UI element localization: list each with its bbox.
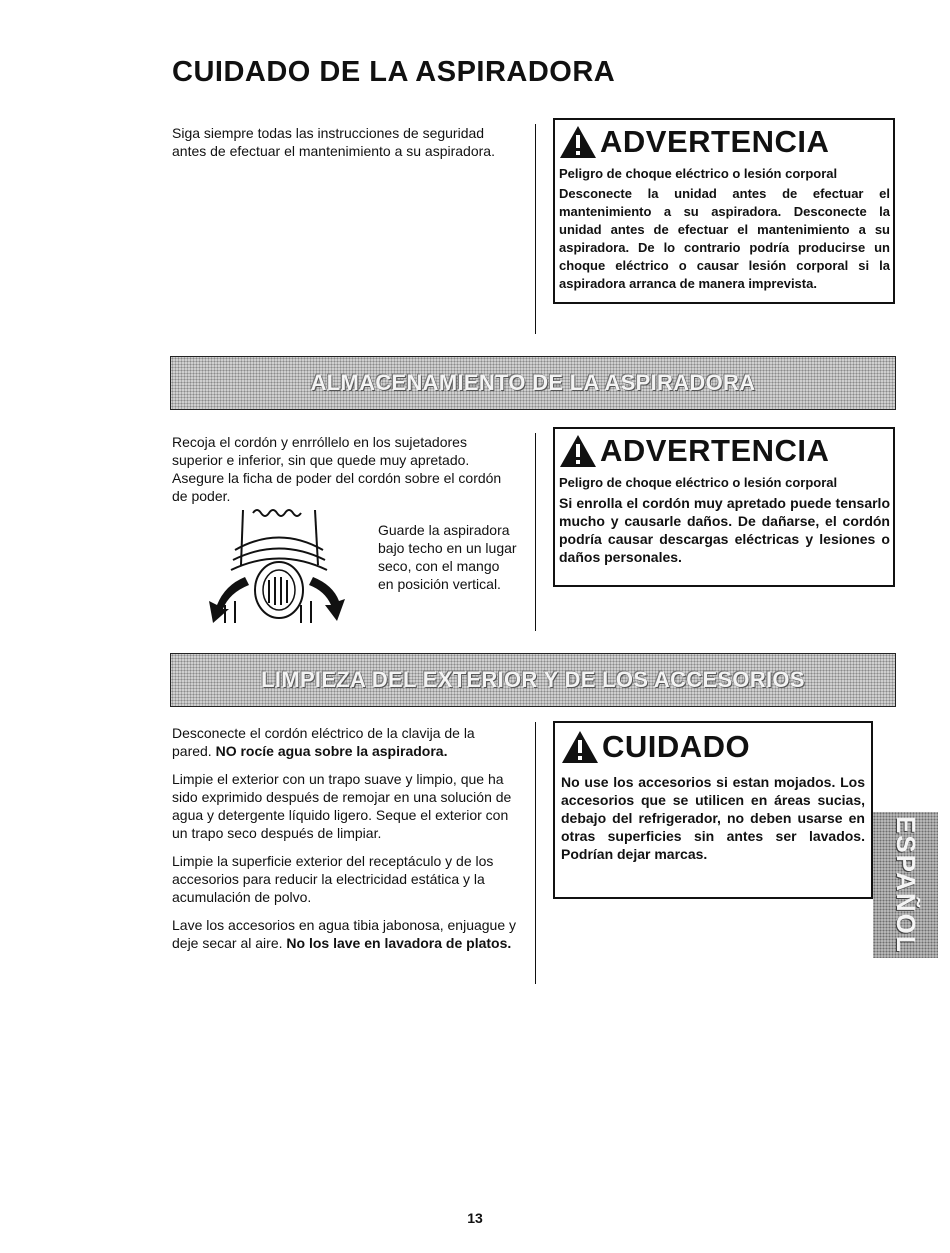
column-divider: [535, 433, 536, 631]
warning-subheading: Peligro de choque eléctrico o lesión corporal: [559, 166, 838, 181]
caution-heading: [561, 729, 865, 765]
warning-heading: [559, 433, 890, 469]
cleaning-paragraph-2: Limpie el exterior con un trapo suave y limpio, que ha sido exprimido después de remojar en una solución de agua y detergente líquido ligero. Seque el exterior con un trapo seco después de limpiar.: [172, 771, 512, 841]
section-banner-cleaning-text: LIMPIEZA DEL EXTERIOR Y DE LOS ACCESORIOS: [261, 667, 805, 692]
intro-text: [172, 124, 517, 170]
intro-paragraph: Siga siempre todas las instrucciones de seguridad antes de efectuar el mantenimiento a su aspiradora.: [172, 125, 495, 159]
caution-box: [553, 721, 873, 899]
section-banner-cleaning: [170, 653, 896, 707]
cleaning-p1-text: Desconecte el cordón eléctrico de la clavija de la pared.: [172, 725, 475, 759]
warning-heading-text: ADVERTENCIA: [600, 124, 830, 159]
section-banner-storage: [170, 356, 896, 410]
warning-triangle-icon: [561, 730, 599, 764]
warning-message: Desconecte la unidad antes de efectuar el mantenimiento a su aspiradora. Desconecte la unidad antes de efectuar el mantenimiento a su aspiradora. De lo contrario podría producirse un choque eléctrico o causar lesión corporal si la aspiradora arranca de manera imprevista.: [559, 186, 890, 291]
cleaning-p1-bold: NO rocíe agua sobre la aspiradora.: [215, 743, 448, 759]
storage-text: [172, 433, 517, 515]
caution-heading-text: CUIDADO: [602, 729, 751, 764]
warning-triangle-icon: [559, 434, 597, 468]
language-side-tab-text: ESPAÑOL: [891, 816, 921, 954]
column-divider: [535, 722, 536, 984]
storage-paragraph: Recoja el cordón y enrróllelo en los sujetadores superior e inferior, sin que quede muy apretado. Asegure la ficha de poder del cordón sobre el cordón de poder.: [172, 434, 502, 504]
cleaning-paragraph-3: Limpie la superficie exterior del receptáculo y de los accesorios para reducir la electricidad estática y la acumulación de polvo.: [172, 853, 494, 905]
page-title: CUIDADO DE LA ASPIRADORA: [172, 56, 616, 88]
cleaning-p4-text: Lave los accesorios en agua tibia jabonosa, enjuague y deje secar al aire.: [172, 917, 517, 951]
cleaning-p4-bold: No los lave en lavadora de platos.: [286, 935, 512, 951]
storage-caption-text: Guarde la aspiradora bajo techo en un lugar seco, con el mango en posición vertical.: [378, 522, 517, 592]
cord-hook-illustration: [205, 505, 345, 625]
cleaning-text: [172, 724, 517, 962]
warning-subheading: Peligro de choque eléctrico o lesión corporal: [559, 475, 838, 490]
section-banner-storage-text: ALMACENAMIENTO DE LA ASPIRADORA: [310, 370, 756, 395]
warning-heading-text: ADVERTENCIA: [600, 433, 830, 468]
storage-caption: [378, 521, 518, 603]
page-number: 13: [467, 1210, 483, 1226]
warning-message: Si enrolla el cordón muy apretado puede tensarlo mucho y causarle daños. De dañarse, el cordón podría causar descargas eléctricas y lesiones o daños personales.: [559, 495, 890, 565]
warning-triangle-icon: [559, 125, 597, 159]
language-side-tab: [873, 812, 938, 958]
cleaning-paragraph-1: [172, 724, 517, 760]
cleaning-paragraph-4: [172, 916, 517, 952]
warning-box-cord: [553, 427, 895, 587]
warning-heading: [559, 124, 890, 160]
column-divider: [535, 124, 536, 334]
warning-box-maintenance: [553, 118, 895, 304]
caution-message: No use los accesorios si estan mojados. Los accesorios que se utilicen en áreas sucias, debajo del refrigerador, no deben usarse en otras superficies sin antes ser lavados. Podrían dejar marcas.: [561, 774, 865, 862]
